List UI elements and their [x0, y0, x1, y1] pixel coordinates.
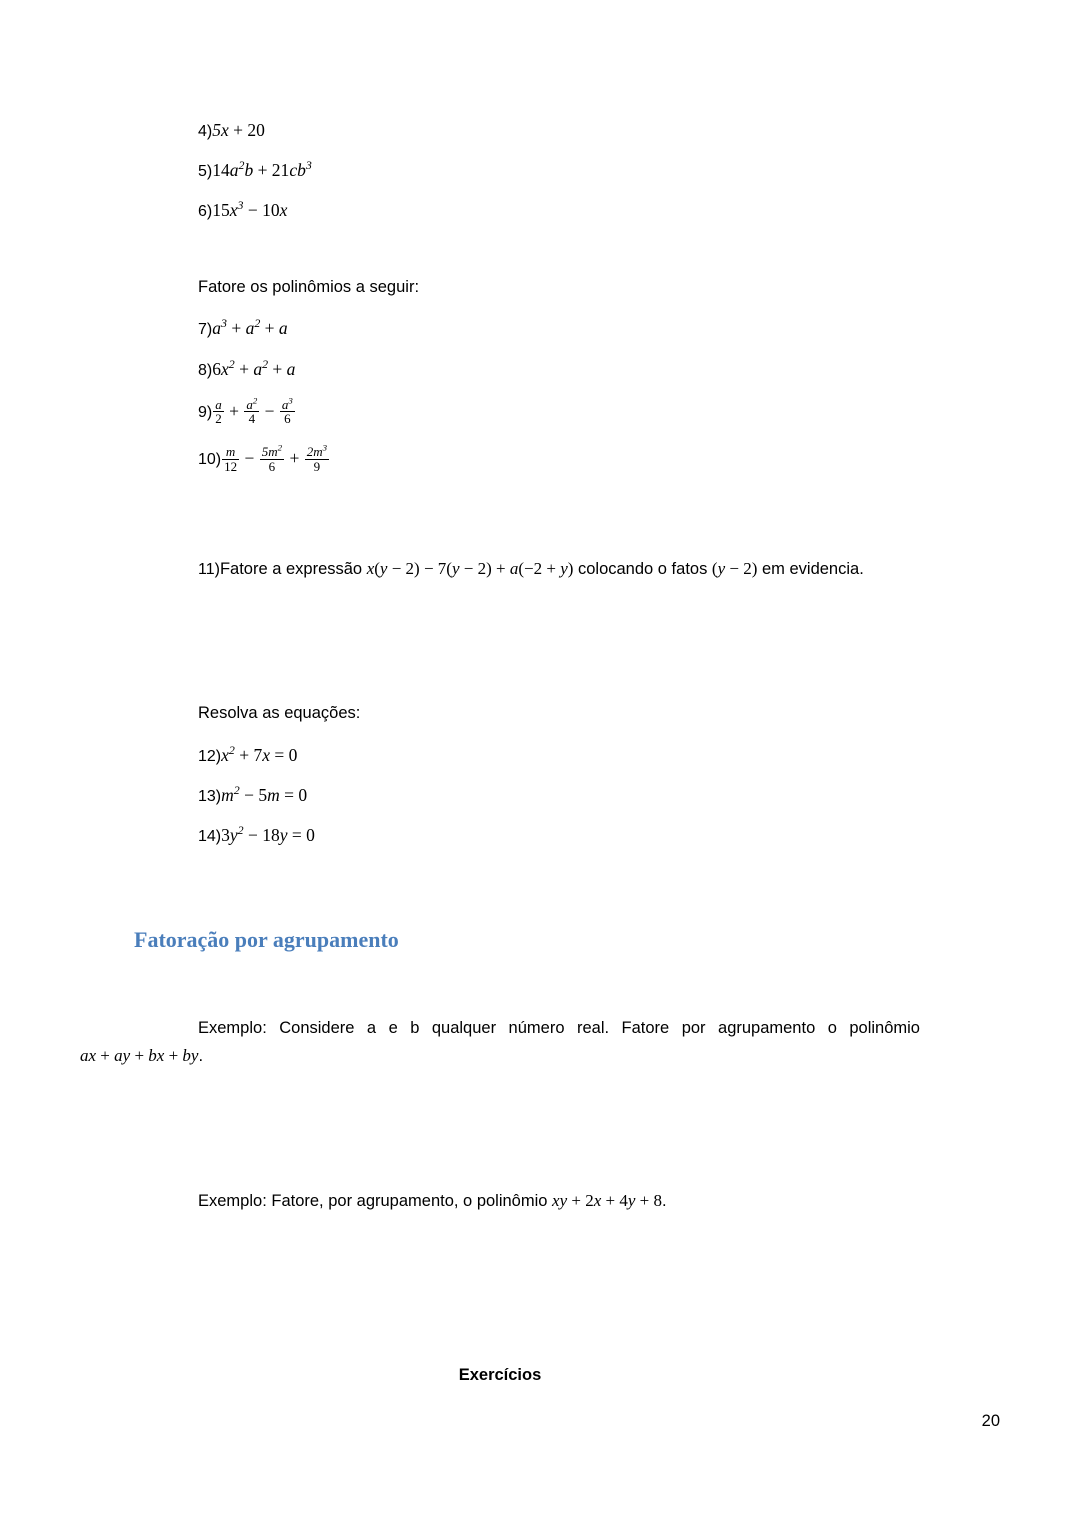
example-text-after: .: [662, 1191, 667, 1210]
exercise-item-13: [198, 782, 920, 806]
spacer: [80, 583, 920, 701]
exercise-number: 11): [198, 561, 220, 579]
exercise-number: 7): [198, 321, 213, 339]
exercise-number: 12): [198, 747, 222, 765]
spacer: [80, 1332, 920, 1366]
example-text-before: Exemplo: Fatore, por agrupamento, o polinômio: [198, 1191, 553, 1210]
exercise-item-6: [198, 200, 920, 221]
exercise-text-after: em evidencia.: [757, 560, 864, 579]
exercise-expression-1: x(y − 2) − 7(y − 2) + a(−2 + y): [366, 559, 574, 579]
exercise-number: 14): [198, 827, 222, 845]
exercise-expression: $a^3 + a^2 + a$: [212, 316, 288, 339]
exercise-expression: $14a^2b + 21cb^3$: [212, 158, 312, 181]
spacer: [80, 953, 920, 1015]
exercise-number: 6): [198, 203, 213, 221]
exercise-expression: $x^2 + 7x = 0$: [221, 742, 298, 765]
example-2: [80, 1187, 920, 1214]
exercise-expression: $m^2 - 5m = 0$: [221, 782, 308, 805]
example-expression: ax + ay + bx + by: [80, 1045, 199, 1065]
page-number: 20: [981, 1412, 1000, 1430]
exercise-expression: 5x + 20: [212, 120, 265, 140]
exercise-expression: $3y^2 - 18y = 0$: [221, 823, 315, 845]
exercises-heading: Exercícios: [458, 1366, 542, 1385]
exercise-item-14: [198, 825, 920, 846]
exercise-number: 13): [198, 787, 222, 805]
exercise-expression: $\frac{a}{2}$ + $\frac{a^2}{4}$ − $\frac{a^3}{6}$: [215, 395, 293, 427]
exercise-item-9: [198, 395, 920, 427]
exercise-item-4: [198, 120, 920, 141]
document-body: [80, 120, 920, 1385]
exercise-expression: $15x^3 - 10x$: [212, 198, 288, 221]
exercise-expression-2: (y − 2): [711, 559, 758, 579]
example-1: [80, 1015, 920, 1069]
exercise-item-5: [198, 160, 920, 181]
exercise-number: 10): [198, 451, 222, 469]
spacer: [80, 1214, 920, 1332]
instruction-resolva-equacoes: Resolva as equações:: [198, 703, 361, 722]
exercise-text-middle: colocando o fatos: [573, 560, 712, 579]
exercise-number: 5): [198, 163, 213, 181]
exercise-item-7: [198, 318, 920, 339]
spacer: [80, 865, 920, 927]
spacer: [80, 1069, 920, 1187]
instruction-fatore-polinomios: Fatore os polinômios a seguir:: [198, 277, 420, 296]
exercise-text-before: Fatore a expressão: [219, 560, 367, 579]
exercise-number: 8): [198, 361, 213, 379]
exercise-expression: $\frac{m}{12}$ − $\frac{5m^2}{6}$ + $\frac{2m^3}{9}$: [224, 442, 327, 474]
spacer: [80, 241, 920, 275]
example-text-after: .: [198, 1046, 204, 1065]
section-heading-fatoracao-por-agrupamento: Fatoração por agrupamento: [134, 927, 399, 953]
exercise-item-8: [198, 356, 920, 380]
exercise-item-12: [198, 742, 920, 766]
example-expression: xy + 2x + 4y + 8: [552, 1190, 662, 1210]
exercise-number: 4): [198, 123, 213, 140]
exercise-item-10: [198, 442, 920, 474]
exercise-expression: $6x^2 + a^2 + a$: [212, 356, 296, 379]
spacer: [80, 493, 920, 555]
exercise-item-11: [80, 555, 920, 583]
example-text-before: Exemplo: Considere a e b qualquer número real. Fatore por agrupamento o polinômio: [198, 1019, 920, 1038]
exercise-number: 9): [198, 403, 213, 421]
